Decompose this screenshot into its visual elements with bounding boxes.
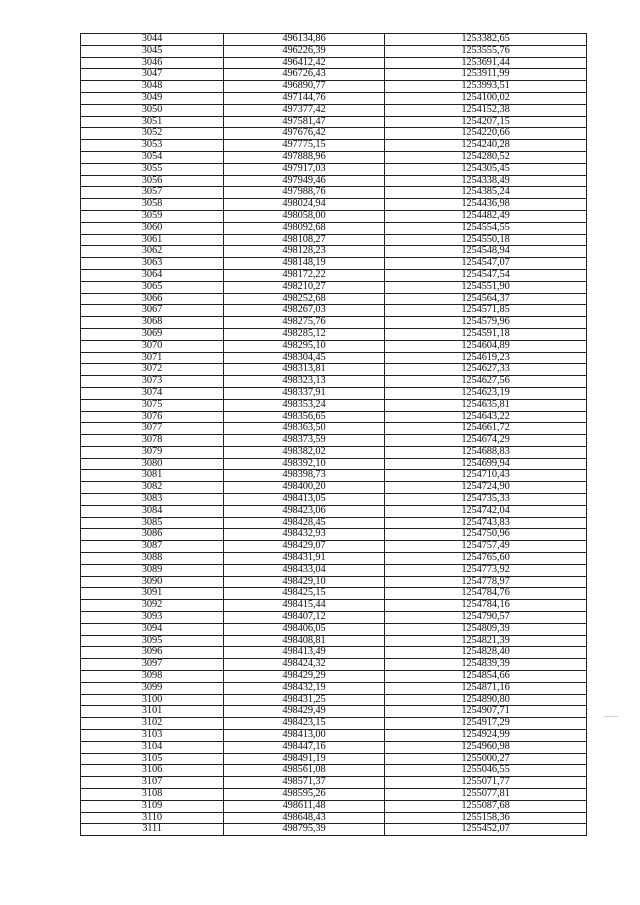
point-number-cell: 3056 [81, 175, 224, 187]
table-row [81, 352, 587, 364]
point-number-cell: 3072 [81, 364, 224, 376]
table-row [81, 800, 587, 812]
x-coordinate-cell: 497581,47 [224, 116, 385, 128]
x-coordinate-cell: 498431,91 [224, 553, 385, 565]
y-coordinate-cell: 1254305,45 [385, 163, 587, 175]
x-coordinate-cell: 498092,68 [224, 222, 385, 234]
point-number-cell: 3094 [81, 623, 224, 635]
x-coordinate-cell: 497676,42 [224, 128, 385, 140]
y-coordinate-cell: 1254207,15 [385, 116, 587, 128]
table-row [81, 317, 587, 329]
table-row [81, 81, 587, 93]
y-coordinate-cell: 1254619,23 [385, 352, 587, 364]
x-coordinate-cell: 498210,27 [224, 281, 385, 293]
y-coordinate-cell: 1254757,49 [385, 541, 587, 553]
point-number-cell: 3054 [81, 151, 224, 163]
y-coordinate-cell: 1254724,90 [385, 482, 587, 494]
table-row [81, 163, 587, 175]
y-coordinate-cell: 1254960,98 [385, 741, 587, 753]
y-coordinate-cell: 1254579,96 [385, 317, 587, 329]
point-number-cell: 3108 [81, 789, 224, 801]
table-row [81, 494, 587, 506]
point-number-cell: 3093 [81, 612, 224, 624]
y-coordinate-cell: 1254100,02 [385, 92, 587, 104]
y-coordinate-cell: 1254743,83 [385, 517, 587, 529]
point-number-cell: 3073 [81, 376, 224, 388]
x-coordinate-cell: 498423,06 [224, 505, 385, 517]
y-coordinate-cell: 1254710,43 [385, 470, 587, 482]
x-coordinate-cell: 498432,19 [224, 682, 385, 694]
y-coordinate-cell: 1254482,49 [385, 210, 587, 222]
point-number-cell: 3100 [81, 694, 224, 706]
table-row [81, 682, 587, 694]
table-row [81, 92, 587, 104]
x-coordinate-cell: 498413,05 [224, 494, 385, 506]
table-row [81, 623, 587, 635]
table-row [81, 199, 587, 211]
table-row [81, 647, 587, 659]
x-coordinate-cell: 497377,42 [224, 104, 385, 116]
table-row [81, 612, 587, 624]
table-row [81, 340, 587, 352]
x-coordinate-cell: 497775,15 [224, 140, 385, 152]
point-number-cell: 3068 [81, 317, 224, 329]
y-coordinate-cell: 1254790,57 [385, 612, 587, 624]
table-row [81, 730, 587, 742]
table-row [81, 718, 587, 730]
x-coordinate-cell: 498429,29 [224, 671, 385, 683]
x-coordinate-cell: 498400,20 [224, 482, 385, 494]
table-row [81, 175, 587, 187]
table-row [81, 458, 587, 470]
table-row [81, 588, 587, 600]
y-coordinate-cell: 1254828,40 [385, 647, 587, 659]
point-number-cell: 3074 [81, 387, 224, 399]
table-row [81, 553, 587, 565]
scan-artifact [604, 716, 618, 717]
point-number-cell: 3052 [81, 128, 224, 140]
point-number-cell: 3097 [81, 659, 224, 671]
y-coordinate-cell: 1255046,55 [385, 765, 587, 777]
table-row [81, 305, 587, 317]
y-coordinate-cell: 1255000,27 [385, 753, 587, 765]
y-coordinate-cell: 1254280,52 [385, 151, 587, 163]
y-coordinate-cell: 1254674,29 [385, 435, 587, 447]
point-number-cell: 3095 [81, 635, 224, 647]
point-number-cell: 3085 [81, 517, 224, 529]
x-coordinate-cell: 498415,44 [224, 600, 385, 612]
table-row [81, 435, 587, 447]
y-coordinate-cell: 1254742,04 [385, 505, 587, 517]
y-coordinate-cell: 1254821,39 [385, 635, 587, 647]
table-row [81, 151, 587, 163]
x-coordinate-cell: 496412,42 [224, 57, 385, 69]
point-number-cell: 3060 [81, 222, 224, 234]
table-row [81, 399, 587, 411]
table-row [81, 246, 587, 258]
x-coordinate-cell: 498413,49 [224, 647, 385, 659]
y-coordinate-cell: 1254220,66 [385, 128, 587, 140]
point-number-cell: 3099 [81, 682, 224, 694]
table-row [81, 529, 587, 541]
x-coordinate-cell: 498432,93 [224, 529, 385, 541]
x-coordinate-cell: 498058,00 [224, 210, 385, 222]
y-coordinate-cell: 1254551,90 [385, 281, 587, 293]
coordinates-table [80, 33, 587, 836]
point-number-cell: 3081 [81, 470, 224, 482]
table-row [81, 824, 587, 836]
x-coordinate-cell: 498447,16 [224, 741, 385, 753]
point-number-cell: 3110 [81, 812, 224, 824]
table-row [81, 706, 587, 718]
y-coordinate-cell: 1254809,39 [385, 623, 587, 635]
y-coordinate-cell: 1255087,68 [385, 800, 587, 812]
point-number-cell: 3082 [81, 482, 224, 494]
table-row [81, 281, 587, 293]
table-row [81, 128, 587, 140]
y-coordinate-cell: 1254773,92 [385, 564, 587, 576]
x-coordinate-cell: 498392,10 [224, 458, 385, 470]
y-coordinate-cell: 1253993,51 [385, 81, 587, 93]
x-coordinate-cell: 498382,02 [224, 446, 385, 458]
y-coordinate-cell: 1254699,94 [385, 458, 587, 470]
y-coordinate-cell: 1254750,96 [385, 529, 587, 541]
x-coordinate-cell: 496726,43 [224, 69, 385, 81]
y-coordinate-cell: 1254778,97 [385, 576, 587, 588]
table-row [81, 576, 587, 588]
table-row [81, 293, 587, 305]
x-coordinate-cell: 496226,39 [224, 45, 385, 57]
x-coordinate-cell: 496890,77 [224, 81, 385, 93]
y-coordinate-cell: 1254152,38 [385, 104, 587, 116]
x-coordinate-cell: 497917,03 [224, 163, 385, 175]
table-row [81, 777, 587, 789]
point-number-cell: 3059 [81, 210, 224, 222]
point-number-cell: 3069 [81, 328, 224, 340]
x-coordinate-cell: 498148,19 [224, 258, 385, 270]
y-coordinate-cell: 1254635,81 [385, 399, 587, 411]
y-coordinate-cell: 1254547,07 [385, 258, 587, 270]
table-row [81, 789, 587, 801]
y-coordinate-cell: 1254623,19 [385, 387, 587, 399]
y-coordinate-cell: 1254604,89 [385, 340, 587, 352]
y-coordinate-cell: 1254240,28 [385, 140, 587, 152]
y-coordinate-cell: 1254643,22 [385, 411, 587, 423]
y-coordinate-cell: 1254627,33 [385, 364, 587, 376]
point-number-cell: 3080 [81, 458, 224, 470]
table-row [81, 210, 587, 222]
y-coordinate-cell: 1255452,07 [385, 824, 587, 836]
y-coordinate-cell: 1254547,54 [385, 269, 587, 281]
point-number-cell: 3045 [81, 45, 224, 57]
table-row [81, 741, 587, 753]
table-row [81, 600, 587, 612]
point-number-cell: 3070 [81, 340, 224, 352]
x-coordinate-cell: 498423,15 [224, 718, 385, 730]
y-coordinate-cell: 1254735,33 [385, 494, 587, 506]
y-coordinate-cell: 1253555,76 [385, 45, 587, 57]
x-coordinate-cell: 496134,86 [224, 34, 385, 46]
point-number-cell: 3109 [81, 800, 224, 812]
point-number-cell: 3065 [81, 281, 224, 293]
x-coordinate-cell: 498398,73 [224, 470, 385, 482]
x-coordinate-cell: 498648,43 [224, 812, 385, 824]
point-number-cell: 3050 [81, 104, 224, 116]
x-coordinate-cell: 498337,91 [224, 387, 385, 399]
table-row [81, 269, 587, 281]
x-coordinate-cell: 498429,49 [224, 706, 385, 718]
y-coordinate-cell: 1254571,85 [385, 305, 587, 317]
x-coordinate-cell: 497888,96 [224, 151, 385, 163]
point-number-cell: 3062 [81, 246, 224, 258]
y-coordinate-cell: 1254871,16 [385, 682, 587, 694]
x-coordinate-cell: 498571,37 [224, 777, 385, 789]
table-row [81, 104, 587, 116]
point-number-cell: 3063 [81, 258, 224, 270]
point-number-cell: 3102 [81, 718, 224, 730]
x-coordinate-cell: 498252,68 [224, 293, 385, 305]
table-row [81, 45, 587, 57]
point-number-cell: 3087 [81, 541, 224, 553]
point-number-cell: 3064 [81, 269, 224, 281]
point-number-cell: 3104 [81, 741, 224, 753]
point-number-cell: 3071 [81, 352, 224, 364]
table-row [81, 765, 587, 777]
table-row [81, 57, 587, 69]
x-coordinate-cell: 498424,32 [224, 659, 385, 671]
table-row [81, 222, 587, 234]
table-row [81, 694, 587, 706]
x-coordinate-cell: 498267,03 [224, 305, 385, 317]
y-coordinate-cell: 1254907,71 [385, 706, 587, 718]
x-coordinate-cell: 498611,48 [224, 800, 385, 812]
point-number-cell: 3079 [81, 446, 224, 458]
table-row [81, 517, 587, 529]
table-row [81, 258, 587, 270]
x-coordinate-cell: 497949,46 [224, 175, 385, 187]
point-number-cell: 3084 [81, 505, 224, 517]
x-coordinate-cell: 498363,50 [224, 423, 385, 435]
x-coordinate-cell: 498795,39 [224, 824, 385, 836]
point-number-cell: 3091 [81, 588, 224, 600]
point-number-cell: 3049 [81, 92, 224, 104]
x-coordinate-cell: 498295,10 [224, 340, 385, 352]
point-number-cell: 3067 [81, 305, 224, 317]
point-number-cell: 3061 [81, 234, 224, 246]
x-coordinate-cell: 498373,59 [224, 435, 385, 447]
point-number-cell: 3089 [81, 564, 224, 576]
y-coordinate-cell: 1254917,29 [385, 718, 587, 730]
y-coordinate-cell: 1254548,94 [385, 246, 587, 258]
x-coordinate-cell: 498561,08 [224, 765, 385, 777]
table-row [81, 69, 587, 81]
point-number-cell: 3105 [81, 753, 224, 765]
x-coordinate-cell: 498413,00 [224, 730, 385, 742]
y-coordinate-cell: 1254591,18 [385, 328, 587, 340]
y-coordinate-cell: 1253911,99 [385, 69, 587, 81]
coordinates-table-body [81, 34, 587, 836]
y-coordinate-cell: 1254784,16 [385, 600, 587, 612]
x-coordinate-cell: 498406,05 [224, 623, 385, 635]
table-row [81, 234, 587, 246]
table-row [81, 505, 587, 517]
table-row [81, 635, 587, 647]
point-number-cell: 3053 [81, 140, 224, 152]
x-coordinate-cell: 498595,26 [224, 789, 385, 801]
x-coordinate-cell: 498408,81 [224, 635, 385, 647]
y-coordinate-cell: 1254688,83 [385, 446, 587, 458]
table-row [81, 812, 587, 824]
x-coordinate-cell: 498429,07 [224, 541, 385, 553]
x-coordinate-cell: 498429,10 [224, 576, 385, 588]
point-number-cell: 3088 [81, 553, 224, 565]
x-coordinate-cell: 498356,65 [224, 411, 385, 423]
point-number-cell: 3076 [81, 411, 224, 423]
point-number-cell: 3066 [81, 293, 224, 305]
point-number-cell: 3086 [81, 529, 224, 541]
point-number-cell: 3051 [81, 116, 224, 128]
y-coordinate-cell: 1254550,18 [385, 234, 587, 246]
x-coordinate-cell: 498024,94 [224, 199, 385, 211]
x-coordinate-cell: 498491,19 [224, 753, 385, 765]
table-row [81, 541, 587, 553]
x-coordinate-cell: 498304,45 [224, 352, 385, 364]
point-number-cell: 3098 [81, 671, 224, 683]
y-coordinate-cell: 1254627,56 [385, 376, 587, 388]
table-row [81, 411, 587, 423]
y-coordinate-cell: 1253691,44 [385, 57, 587, 69]
table-row [81, 364, 587, 376]
x-coordinate-cell: 498172,22 [224, 269, 385, 281]
table-row [81, 659, 587, 671]
x-coordinate-cell: 498431,25 [224, 694, 385, 706]
x-coordinate-cell: 498313,81 [224, 364, 385, 376]
y-coordinate-cell: 1255071,77 [385, 777, 587, 789]
table-row [81, 564, 587, 576]
x-coordinate-cell: 498323,13 [224, 376, 385, 388]
point-number-cell: 3077 [81, 423, 224, 435]
y-coordinate-cell: 1254436,98 [385, 199, 587, 211]
point-number-cell: 3111 [81, 824, 224, 836]
point-number-cell: 3046 [81, 57, 224, 69]
y-coordinate-cell: 1254890,80 [385, 694, 587, 706]
x-coordinate-cell: 498353,24 [224, 399, 385, 411]
point-number-cell: 3092 [81, 600, 224, 612]
point-number-cell: 3047 [81, 69, 224, 81]
table-row [81, 387, 587, 399]
x-coordinate-cell: 498428,45 [224, 517, 385, 529]
point-number-cell: 3075 [81, 399, 224, 411]
x-coordinate-cell: 498275,76 [224, 317, 385, 329]
x-coordinate-cell: 498425,15 [224, 588, 385, 600]
y-coordinate-cell: 1253382,65 [385, 34, 587, 46]
point-number-cell: 3058 [81, 199, 224, 211]
y-coordinate-cell: 1254854,66 [385, 671, 587, 683]
point-number-cell: 3103 [81, 730, 224, 742]
point-number-cell: 3048 [81, 81, 224, 93]
point-number-cell: 3090 [81, 576, 224, 588]
x-coordinate-cell: 497988,76 [224, 187, 385, 199]
table-row [81, 116, 587, 128]
table-row [81, 671, 587, 683]
table-row [81, 753, 587, 765]
y-coordinate-cell: 1254765,60 [385, 553, 587, 565]
point-number-cell: 3083 [81, 494, 224, 506]
table-row [81, 187, 587, 199]
table-row [81, 482, 587, 494]
point-number-cell: 3057 [81, 187, 224, 199]
y-coordinate-cell: 1254338,49 [385, 175, 587, 187]
y-coordinate-cell: 1254839,39 [385, 659, 587, 671]
x-coordinate-cell: 498433,04 [224, 564, 385, 576]
x-coordinate-cell: 498285,12 [224, 328, 385, 340]
table-row [81, 328, 587, 340]
table-row [81, 446, 587, 458]
point-number-cell: 3055 [81, 163, 224, 175]
x-coordinate-cell: 498108,27 [224, 234, 385, 246]
y-coordinate-cell: 1254564,37 [385, 293, 587, 305]
table-row [81, 34, 587, 46]
y-coordinate-cell: 1254784,76 [385, 588, 587, 600]
point-number-cell: 3096 [81, 647, 224, 659]
x-coordinate-cell: 497144,76 [224, 92, 385, 104]
y-coordinate-cell: 1254661,72 [385, 423, 587, 435]
y-coordinate-cell: 1254554,55 [385, 222, 587, 234]
y-coordinate-cell: 1254924,99 [385, 730, 587, 742]
point-number-cell: 3107 [81, 777, 224, 789]
y-coordinate-cell: 1255077,81 [385, 789, 587, 801]
table-row [81, 140, 587, 152]
x-coordinate-cell: 498128,23 [224, 246, 385, 258]
point-number-cell: 3078 [81, 435, 224, 447]
table-row [81, 470, 587, 482]
point-number-cell: 3106 [81, 765, 224, 777]
table-row [81, 423, 587, 435]
table-row [81, 376, 587, 388]
point-number-cell: 3044 [81, 34, 224, 46]
y-coordinate-cell: 1255158,36 [385, 812, 587, 824]
y-coordinate-cell: 1254385,24 [385, 187, 587, 199]
point-number-cell: 3101 [81, 706, 224, 718]
x-coordinate-cell: 498407,12 [224, 612, 385, 624]
